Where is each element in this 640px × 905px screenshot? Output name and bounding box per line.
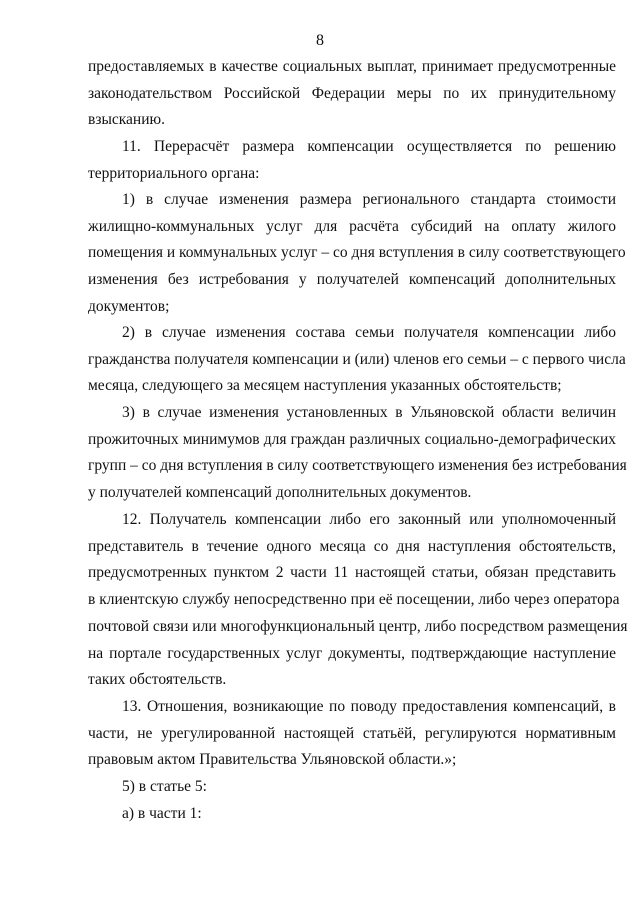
text-line: почтовой связи или многофункциональный центр, либо посредством размещения [88,617,628,635]
paragraph-item-11-2 [88,320,626,400]
text-line: месяца, следующего за месяцем наступления указанных обстоятельств; [88,377,562,395]
text-line: 12. Получатель компенсации либо его законный или уполномоченный [122,511,616,528]
text-line: предоставляемых в качестве социальных выплат, принимает предусмотренные [88,58,616,75]
paragraph-continuation [88,54,616,134]
paragraph-item-12 [88,507,628,694]
text-line: законодательством Российской Федерации меры по их принудительному [88,84,616,102]
paragraph-item-11 [88,134,616,187]
text-line: в клиентскую службу непосредственно при её посещении, либо через оператора [88,591,620,609]
paragraph-item-a [88,801,616,828]
paragraph-item-5 [88,774,616,801]
paragraph-item-11-3 [88,400,627,507]
text-line: предусмотренных пунктом 2 части 11 настоящей статьи, обязан представить [88,564,616,582]
text-line: таких обстоятельств. [88,671,227,689]
paragraph-item-13 [88,694,616,774]
text-line: а) в части 1: [122,805,202,822]
text-line: жилищно-коммунальных услуг для расчёта субсидий на оплату жилого [88,217,616,235]
text-line: у получателей компенсаций дополнительных документов. [88,484,472,502]
text-line: на портале государственных услуг документы, подтверждающие наступление [88,644,616,662]
text-line: территориального органа: [88,164,260,182]
text-line: прожиточных минимумов для граждан различных социально-демографических [88,430,616,448]
text-line: 11. Перерасчёт размера компенсации осуществляется по решению [122,138,616,155]
text-line: правовым актом Правительства Ульяновской области.»; [88,751,457,769]
text-line: 13. Отношения, возникающие по поводу предоставления компенсаций, в [122,698,616,715]
text-line: изменения без истребования у получателей компенсаций дополнительных [88,271,616,289]
text-line: групп – со дня вступления в силу соответствующего изменения без истребования [88,457,627,475]
text-line: 5) в статье 5: [122,778,207,795]
text-line: части, не урегулированной настоящей статьёй, регулируются нормативным [88,724,616,742]
text-line: 2) в случае изменения состава семьи получателя компенсации либо [122,324,616,341]
text-line: документов; [88,297,170,315]
page-number: 8 [316,32,324,49]
text-line: взысканию. [88,111,165,129]
text-line: помещения и коммунальных услуг – со дня вступления в силу соответствующего [88,244,626,262]
text-line: представитель в течение одного месяца со дня наступления обстоятельств, [88,537,616,555]
text-line: гражданства получателя компенсации и (или) членов его семьи – с первого числа [88,350,626,368]
paragraph-item-11-1 [88,187,626,321]
text-line: 3) в случае изменения установленных в Ульяновской области величин [122,404,616,421]
text-line: 1) в случае изменения размера регионального стандарта стоимости [122,191,616,208]
